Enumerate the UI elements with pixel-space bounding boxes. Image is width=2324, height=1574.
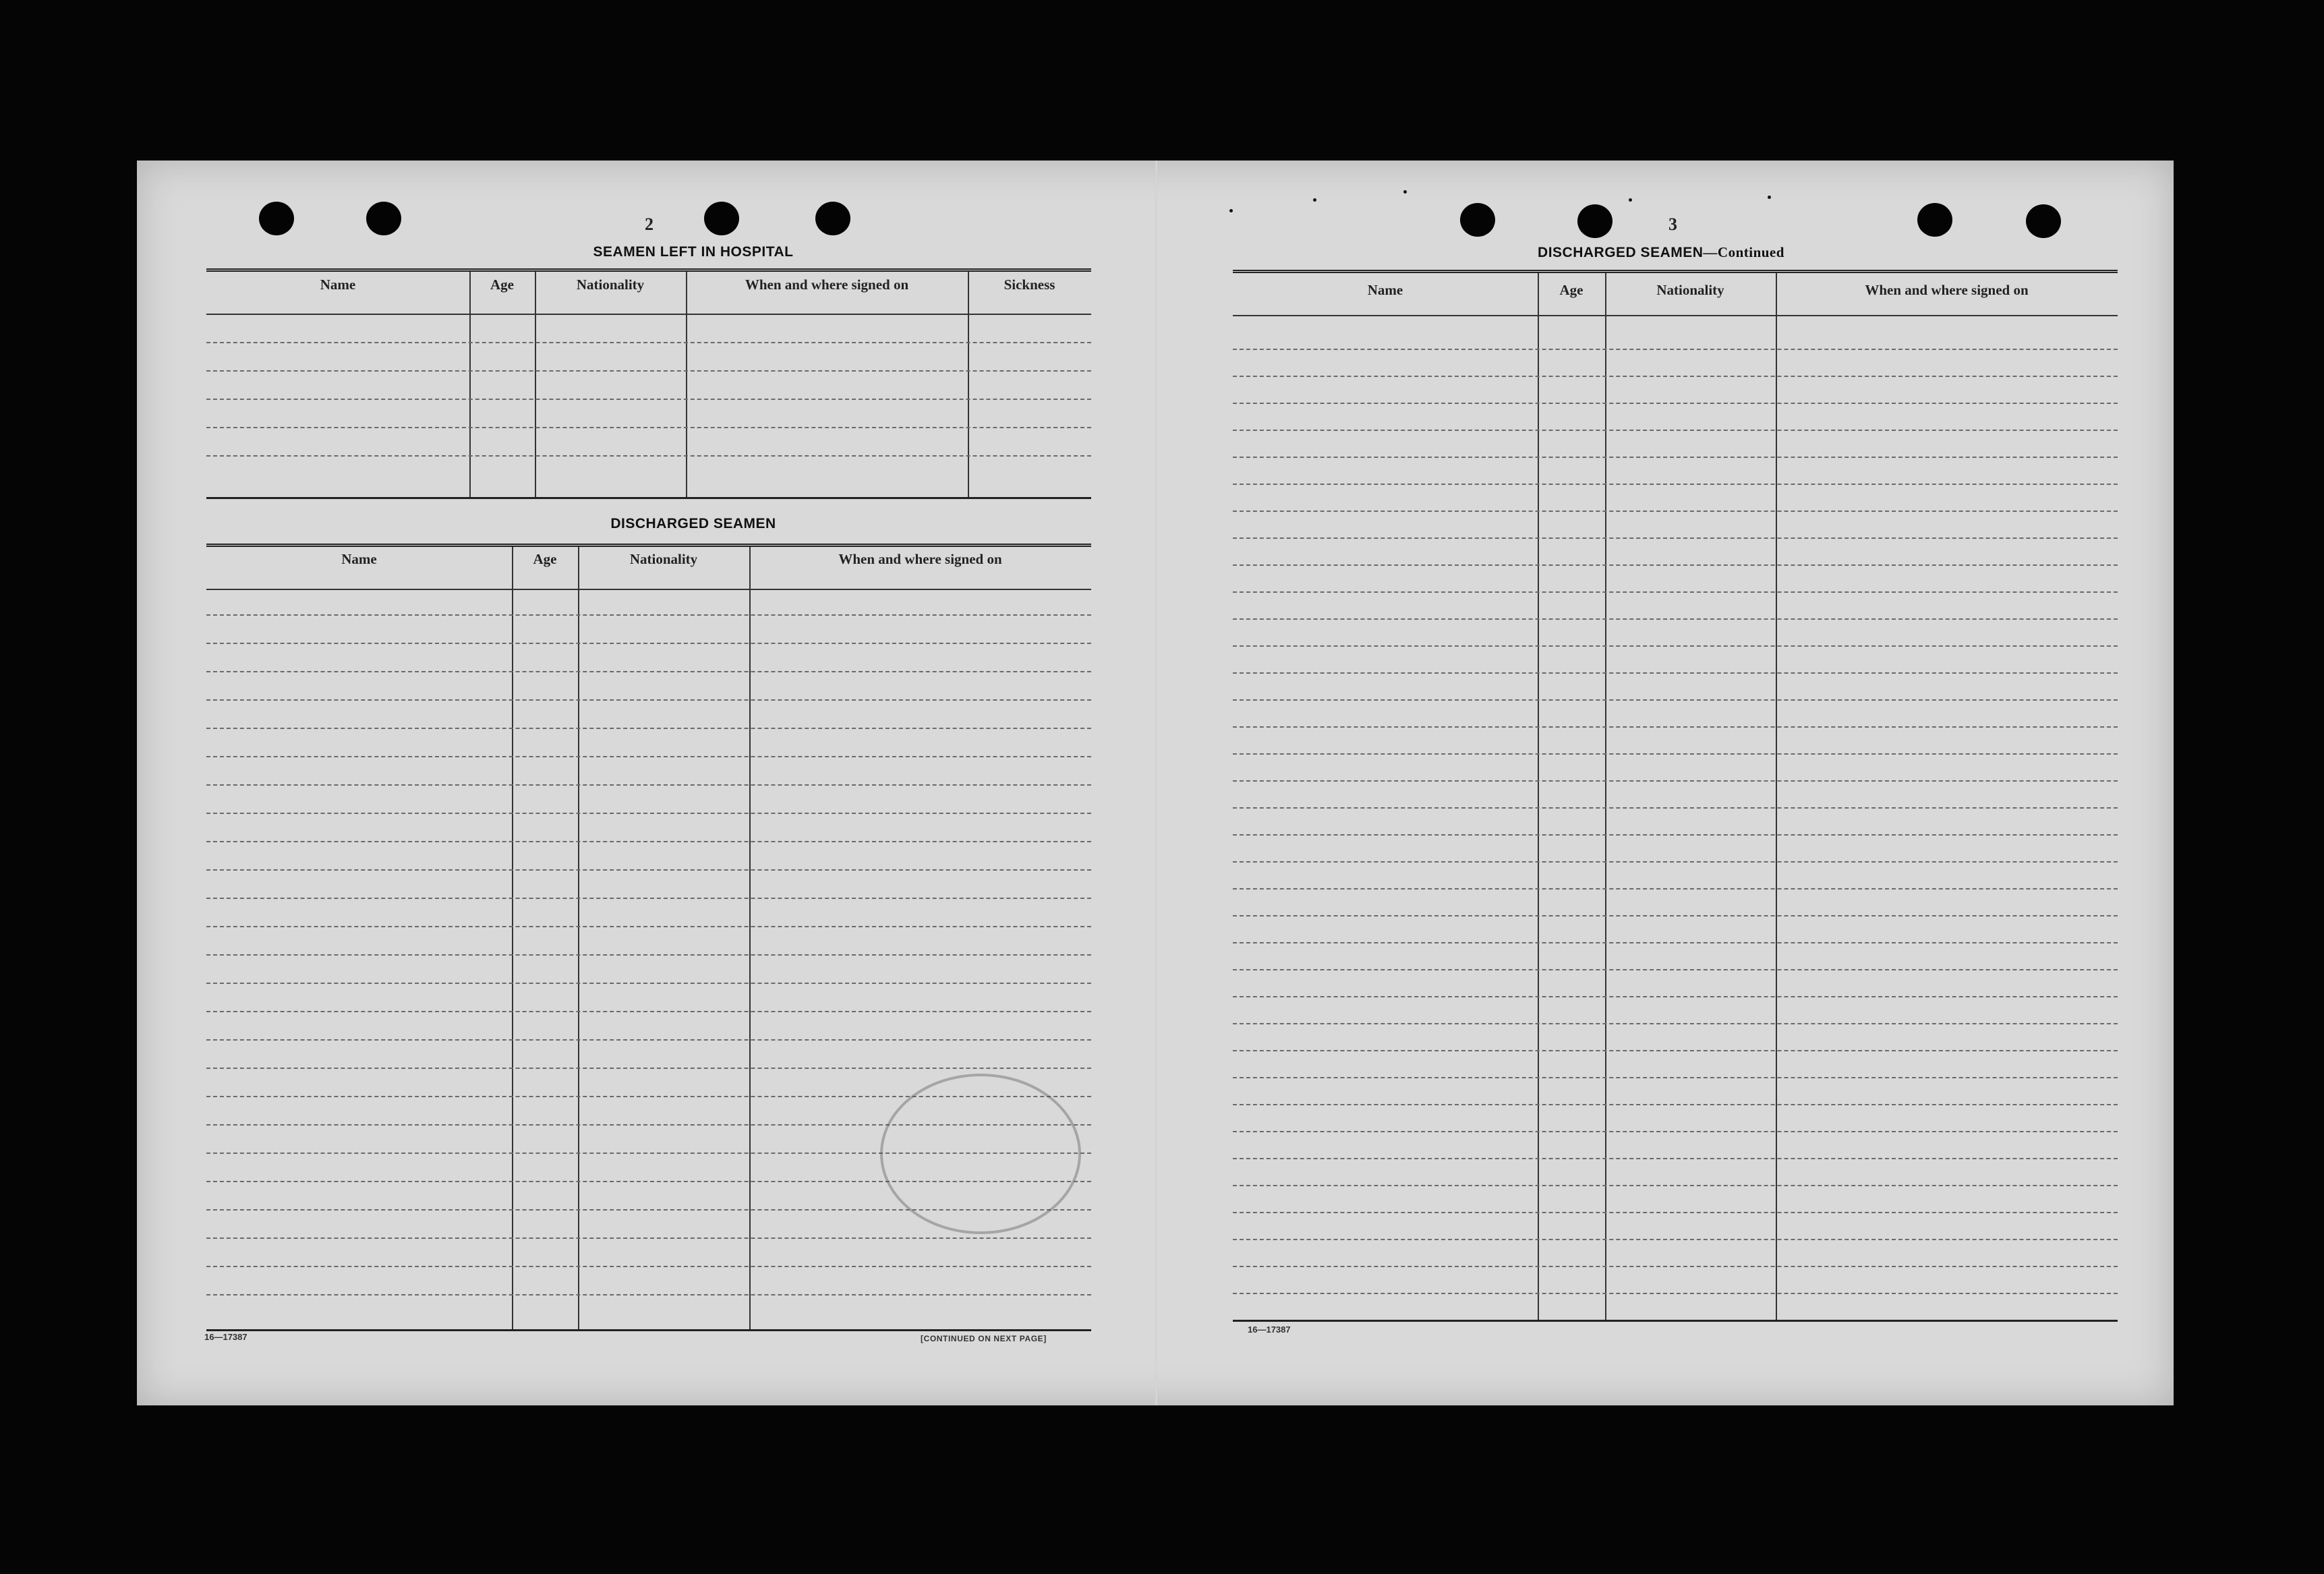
ruled-line	[1233, 1266, 2118, 1267]
speck	[1629, 198, 1632, 202]
ruled-line	[1233, 349, 2118, 350]
ruled-line	[1233, 942, 2118, 943]
section-title-discharged-continued	[1486, 244, 1836, 261]
column-divider	[578, 547, 579, 1329]
ruled-line	[1233, 645, 2118, 647]
ruled-line	[1233, 1050, 2118, 1051]
ruled-line	[1233, 672, 2118, 674]
ruled-line	[1233, 618, 2118, 620]
ruled-line	[206, 983, 1091, 984]
ruled-line	[1233, 915, 2118, 916]
page-number: 3	[1668, 214, 1677, 234]
center-fold	[1155, 161, 1157, 1405]
continued-note: [CONTINUED ON NEXT PAGE]	[921, 1334, 1047, 1343]
discharged-continued-ledger	[1233, 270, 2118, 1322]
ruled-line	[1233, 753, 2118, 755]
ruled-line	[206, 1266, 1091, 1267]
ruled-line	[206, 1068, 1091, 1069]
ruled-line	[1233, 726, 2118, 728]
binder-hole	[366, 202, 401, 235]
section-title-discharged: DISCHARGED SEAMEN	[610, 516, 776, 531]
hospital-ledger	[206, 268, 1091, 499]
ruled-line	[1233, 430, 2118, 431]
ruled-line	[206, 1039, 1091, 1041]
ruled-line	[1233, 807, 2118, 809]
ruled-line	[206, 399, 1091, 400]
section-title-hospital: SEAMEN LEFT IN HOSPITAL	[593, 244, 794, 260]
ruled-line	[1233, 511, 2118, 512]
column-header-nationality: Nationality	[1656, 281, 1724, 298]
ruled-line	[206, 1237, 1091, 1239]
form-number: 16—17387	[1248, 1324, 1291, 1335]
ruled-line	[1233, 780, 2118, 782]
ledger-spread	[137, 161, 2174, 1405]
ruled-line	[1233, 564, 2118, 566]
ruled-line	[1233, 699, 2118, 701]
form-number: 16—17387	[204, 1332, 248, 1342]
column-header-age: Age	[1559, 281, 1584, 298]
column-header-name: Name	[341, 550, 377, 567]
ruled-line	[206, 370, 1091, 372]
column-header-name: Name	[1367, 281, 1403, 298]
column-divider	[512, 547, 513, 1329]
column-header-signed-on: When and where signed on	[1865, 281, 2029, 298]
column-divider	[749, 547, 751, 1329]
ruled-line	[1233, 1077, 2118, 1078]
ruled-line	[1233, 1293, 2118, 1294]
ruled-line	[206, 427, 1091, 428]
ruled-line	[206, 643, 1091, 644]
ruled-line	[1233, 1023, 2118, 1024]
ruled-line	[206, 784, 1091, 786]
column-divider	[469, 272, 471, 497]
speck	[1229, 209, 1233, 212]
speck	[1768, 196, 1771, 199]
column-header-nationality: Nationality	[629, 550, 698, 567]
binder-hole	[1460, 203, 1495, 237]
column-divider	[535, 272, 536, 497]
ruled-line	[1233, 376, 2118, 377]
binder-hole	[815, 202, 850, 235]
ruled-line	[1233, 457, 2118, 458]
speck	[1313, 198, 1316, 202]
ruled-line	[1233, 861, 2118, 863]
column-divider	[968, 272, 969, 497]
ruled-line	[1233, 1239, 2118, 1240]
ruled-line	[1233, 996, 2118, 997]
section-title-suffix: —Continued	[1703, 244, 1784, 260]
ruled-line	[1233, 1131, 2118, 1132]
binder-hole	[259, 202, 294, 235]
ruled-line	[206, 954, 1091, 956]
ruled-line	[206, 671, 1091, 672]
column-header-signed-on: When and where signed on	[838, 550, 1002, 567]
ruled-line	[206, 614, 1091, 616]
column-header-name: Name	[320, 276, 356, 293]
column-header-age: Age	[533, 550, 557, 567]
ruled-line	[206, 1294, 1091, 1295]
ruled-line	[206, 455, 1091, 457]
ruled-line	[1233, 969, 2118, 970]
ruled-line	[206, 342, 1091, 343]
ruled-line	[206, 1011, 1091, 1012]
ruled-line	[206, 756, 1091, 757]
page-number: 2	[645, 214, 653, 234]
ruled-line	[206, 728, 1091, 729]
ruled-line	[206, 898, 1091, 899]
ruled-line	[1233, 484, 2118, 485]
faded-stamp	[880, 1074, 1081, 1234]
ruled-line	[1233, 1185, 2118, 1186]
ruled-line	[206, 699, 1091, 701]
binder-hole	[1917, 203, 1952, 237]
binder-hole	[704, 202, 739, 235]
column-header-age: Age	[490, 276, 514, 293]
ruled-line	[1233, 834, 2118, 836]
ruled-line	[1233, 403, 2118, 404]
ruled-line	[1233, 1104, 2118, 1105]
column-divider	[686, 272, 687, 497]
ruled-line	[1233, 888, 2118, 890]
column-header-nationality: Nationality	[576, 276, 645, 293]
ruled-line	[206, 841, 1091, 842]
ruled-line	[1233, 591, 2118, 593]
ruled-line	[206, 926, 1091, 927]
ruled-line	[1233, 1212, 2118, 1213]
column-header-sickness: Sickness	[1004, 276, 1055, 293]
ruled-line	[1233, 1158, 2118, 1159]
ruled-line	[206, 869, 1091, 871]
binder-hole	[2026, 204, 2061, 238]
speck	[1403, 190, 1407, 194]
section-title-text: DISCHARGED SEAMEN	[1538, 245, 1704, 260]
ruled-line	[1233, 537, 2118, 539]
ruled-line	[206, 813, 1091, 814]
column-header-signed-on: When and where signed on	[745, 276, 909, 293]
binder-hole	[1577, 204, 1613, 238]
